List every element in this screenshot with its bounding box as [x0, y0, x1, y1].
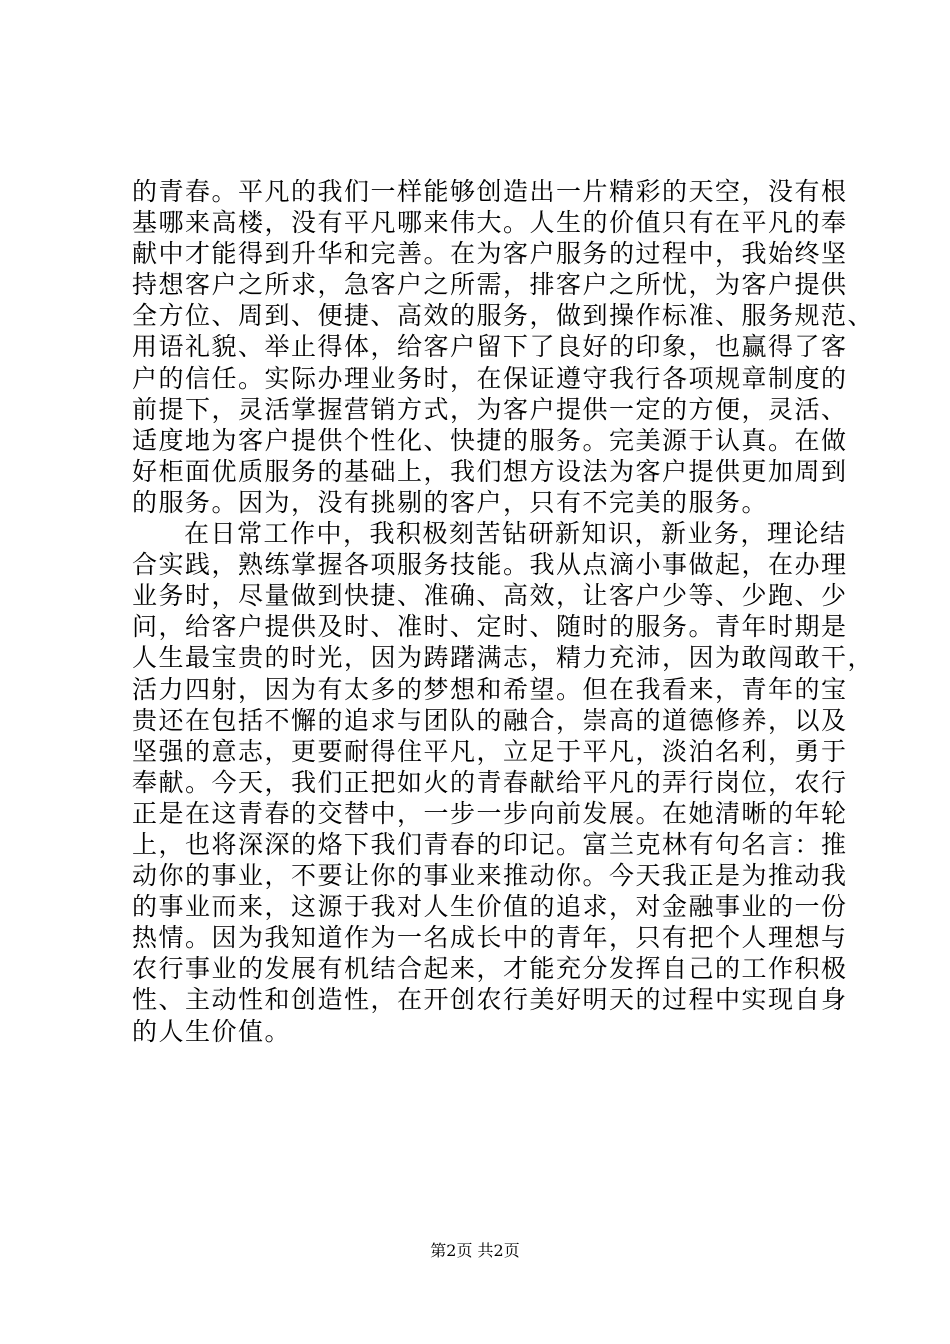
text-line: 的服务。因为，没有挑剔的客户，只有不完美的服务。 — [132, 487, 769, 517]
body-text — [132, 176, 875, 1047]
text-line: 适度地为客户提供个性化、快捷的服务。完美源于认真。在做 — [132, 425, 848, 455]
text-line: 坚强的意志，更要耐得住平凡，立足于平凡，淡泊名利，勇于 — [132, 736, 848, 766]
text-line: 持想客户之所求，急客户之所需，排客户之所忧，为客户提供 — [132, 270, 848, 300]
text-line: 合实践，熟练掌握各项服务技能。我从点滴小事做起，在办理 — [132, 550, 848, 580]
text-line: 活力四射，因为有太多的梦想和希望。但在我看来，青年的宝 — [132, 674, 848, 704]
text-line: 户的信任。实际办理业务时，在保证遵守我行各项规章制度的 — [132, 363, 848, 393]
paragraph — [132, 176, 875, 518]
text-line: 贵还在包括不懈的追求与团队的融合，崇高的道德修养，以及 — [132, 705, 848, 735]
text-line: 正是在这青春的交替中，一步一步向前发展。在她清晰的年轮 — [132, 798, 848, 828]
text-line: 业务时，尽量做到快捷、准确、高效，让客户少等、少跑、少 — [132, 581, 848, 611]
text-line: 热情。因为我知道作为一名成长中的青年，只有把个人理想与 — [132, 923, 848, 953]
text-line: 献中才能得到升华和完善。在为客户服务的过程中，我始终坚 — [132, 239, 848, 269]
page-footer: 第2页 共2页 — [430, 1241, 520, 1260]
text-line: 农行事业的发展有机结合起来，才能充分发挥自己的工作积极 — [132, 954, 848, 984]
text-line: 前提下，灵活掌握营销方式，为客户提供一定的方便，灵活、 — [132, 394, 848, 424]
text-line: 上，也将深深的烙下我们青春的印记。富兰克林有句名言：推 — [132, 829, 848, 859]
text-line: 性、主动性和创造性，在开创农行美好明天的过程中实现自身 — [132, 985, 848, 1015]
text-line: 好柜面优质服务的基础上，我们想方设法为客户提供更加周到 — [132, 456, 848, 486]
text-line: 问，给客户提供及时、准时、定时、随时的服务。青年时期是 — [132, 612, 848, 642]
text-line: 人生最宝贵的时光，因为踌躇满志，精力充沛，因为敢闯敢干， — [132, 643, 875, 673]
text-line: 全方位、周到、便捷、高效的服务，做到操作标准、服务规范、 — [132, 301, 875, 331]
text-line: 的人生价值。 — [132, 1016, 292, 1046]
text-line: 奉献。今天，我们正把如火的青春献给平凡的弄行岗位，农行 — [132, 767, 848, 797]
text-line: 用语礼貌、举止得体，给客户留下了良好的印象，也赢得了客 — [132, 332, 848, 362]
text-line: 的事业而来，这源于我对人生价值的追求，对金融事业的一份 — [132, 892, 848, 922]
text-line: 动你的事业，不要让你的事业来推动你。今天我正是为推动我 — [132, 861, 848, 891]
text-line: 基哪来高楼，没有平凡哪来伟大。人生的价值只有在平凡的奉 — [132, 208, 848, 238]
text-line: 的青春。平凡的我们一样能够创造出一片精彩的天空，没有根 — [132, 177, 848, 206]
paragraph — [132, 518, 875, 1047]
text-line: 在日常工作中，我积极刻苦钻研新知识，新业务，理论结 — [184, 519, 847, 549]
